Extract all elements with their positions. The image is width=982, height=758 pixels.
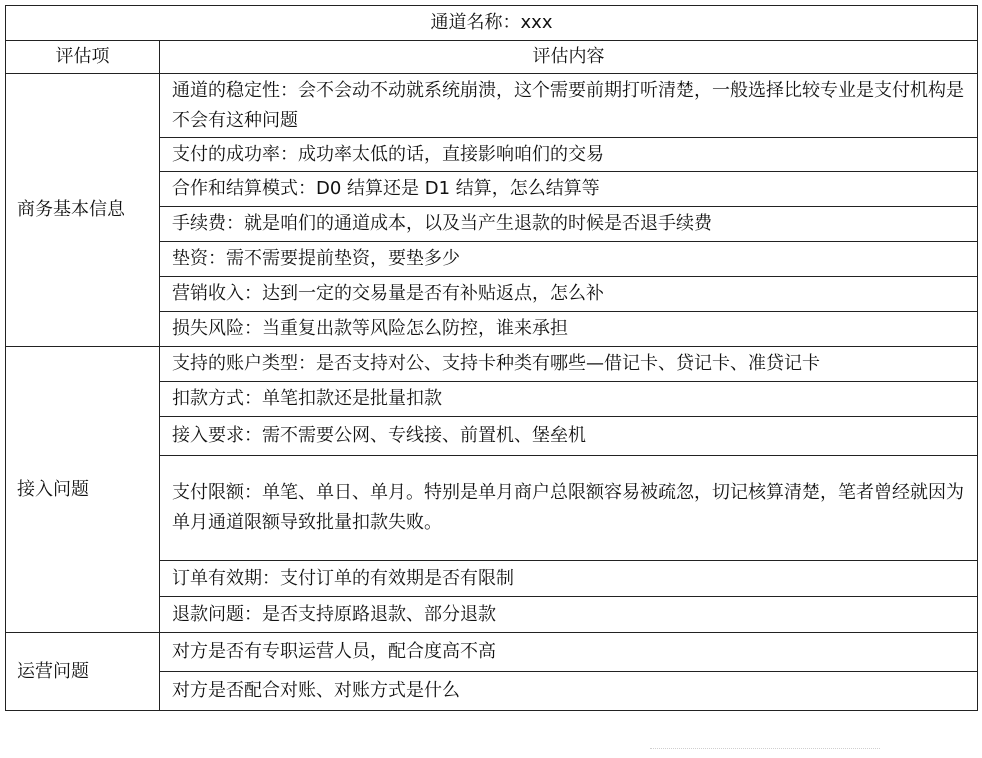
evaluation-sheet	[5, 5, 977, 711]
item-channel-stability: 通道的稳定性：会不会动不动就系统崩溃，这个需要前期打听清楚，一般选择比较专业是支付机构是不会有这种问题	[160, 74, 978, 138]
table-header-row	[6, 41, 978, 74]
channel-evaluation-table	[5, 5, 978, 711]
table-row	[6, 74, 978, 138]
item-access-requirements: 接入要求：需不需要公网、专线接、前置机、堡垒机	[160, 417, 978, 456]
table-row	[6, 633, 978, 672]
item-reconciliation: 对方是否配合对账、对账方式是什么	[160, 672, 978, 711]
category-business-info: 商务基本信息	[6, 74, 160, 347]
item-account-types: 支持的账户类型：是否支持对公、支持卡种类有哪些—借记卡、贷记卡、准贷记卡	[160, 347, 978, 382]
item-order-validity: 订单有效期：支付订单的有效期是否有限制	[160, 561, 978, 597]
table-title-row	[6, 6, 978, 41]
category-integration: 接入问题	[6, 347, 160, 633]
item-payment-limits: 支付限额：单笔、单日、单月。特别是单月商户总限额容易被疏忽，切记核算清楚，笔者曾经就因为单月通道限额导致批量扣款失败。	[160, 456, 978, 561]
header-evaluation-item: 评估项	[6, 41, 160, 74]
item-advance-funding: 垫资：需不需要提前垫资，要垫多少	[160, 242, 978, 277]
table-row	[6, 347, 978, 382]
item-fees: 手续费：就是咱们的通道成本，以及当产生退款的时候是否退手续费	[160, 207, 978, 242]
item-refund: 退款问题：是否支持原路退款、部分退款	[160, 597, 978, 633]
category-operations: 运营问题	[6, 633, 160, 711]
header-evaluation-content: 评估内容	[160, 41, 978, 74]
item-ops-staff: 对方是否有专职运营人员，配合度高不高	[160, 633, 978, 672]
item-success-rate: 支付的成功率：成功率太低的话，直接影响咱们的交易	[160, 138, 978, 172]
item-loss-risk: 损失风险：当重复出款等风险怎么防控，谁来承担	[160, 312, 978, 347]
item-settlement-mode: 合作和结算模式：D0 结算还是 D1 结算，怎么结算等	[160, 172, 978, 207]
item-marketing-income: 营销收入：达到一定的交易量是否有补贴返点，怎么补	[160, 277, 978, 312]
item-debit-method: 扣款方式：单笔扣款还是批量扣款	[160, 382, 978, 417]
decorative-divider	[650, 748, 880, 751]
table-title: 通道名称：xxx	[6, 6, 978, 41]
